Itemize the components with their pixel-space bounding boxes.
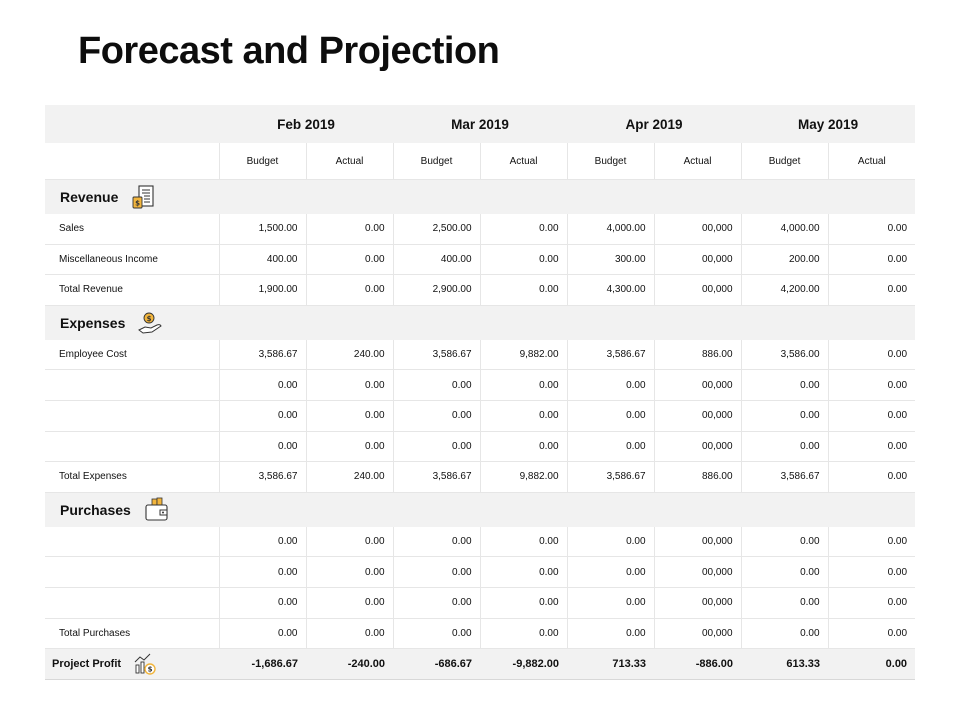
- section-header-revenue: [45, 180, 915, 215]
- actual-cell: 00,000: [654, 618, 741, 649]
- profit-budget-cell: -686.67: [393, 649, 480, 680]
- row-label: [45, 400, 219, 431]
- budget-cell: 400.00: [219, 244, 306, 275]
- actual-cell: 0.00: [828, 431, 915, 462]
- actual-cell: 0.00: [480, 618, 567, 649]
- empty-corner-cell: [45, 143, 219, 180]
- section-header-cell: [45, 492, 915, 527]
- table-row: [45, 557, 915, 588]
- budget-cell: 0.00: [741, 527, 828, 557]
- actual-cell: 00,000: [654, 214, 741, 244]
- actual-cell: 0.00: [828, 370, 915, 401]
- actual-cell: 886.00: [654, 462, 741, 493]
- budget-cell: 0.00: [393, 618, 480, 649]
- actual-cell: 240.00: [306, 340, 393, 370]
- actual-cell: 0.00: [480, 370, 567, 401]
- actual-cell: 0.00: [306, 400, 393, 431]
- section-label-group: [53, 310, 163, 336]
- month-header-row: [45, 105, 915, 143]
- wallet-icon: [143, 497, 169, 523]
- table-row: [45, 275, 915, 306]
- budget-cell: 0.00: [567, 400, 654, 431]
- actual-cell: 0.00: [480, 400, 567, 431]
- budget-cell: 0.00: [741, 431, 828, 462]
- actual-header: Actual: [828, 143, 915, 180]
- actual-cell: 0.00: [828, 618, 915, 649]
- budget-cell: 0.00: [741, 400, 828, 431]
- profit-budget-cell: -1,686.67: [219, 649, 306, 680]
- section-header-expenses: [45, 305, 915, 340]
- section-label: Purchases: [60, 501, 131, 518]
- budget-cell: 0.00: [219, 400, 306, 431]
- actual-header: Actual: [654, 143, 741, 180]
- budget-cell: 0.00: [219, 557, 306, 588]
- budget-cell: 300.00: [567, 244, 654, 275]
- budget-cell: 1,500.00: [219, 214, 306, 244]
- actual-cell: 0.00: [306, 370, 393, 401]
- table-row: [45, 618, 915, 649]
- actual-cell: 00,000: [654, 400, 741, 431]
- profit-actual-cell: -886.00: [654, 649, 741, 680]
- actual-cell: 0.00: [480, 557, 567, 588]
- section-label-group: [53, 184, 156, 210]
- budget-cell: 0.00: [741, 618, 828, 649]
- budget-cell: 1,900.00: [219, 275, 306, 306]
- actual-cell: 0.00: [828, 244, 915, 275]
- row-label: [45, 431, 219, 462]
- actual-cell: 0.00: [828, 527, 915, 557]
- budget-cell: 0.00: [567, 618, 654, 649]
- profit-actual-cell: 0.00: [828, 649, 915, 680]
- budget-cell: 3,586.67: [567, 462, 654, 493]
- actual-cell: 0.00: [306, 527, 393, 557]
- row-label: Total Purchases: [45, 618, 219, 649]
- budget-cell: 0.00: [567, 587, 654, 618]
- budget-cell: 0.00: [567, 527, 654, 557]
- row-label: Miscellaneous Income: [45, 244, 219, 275]
- table-row: [45, 340, 915, 370]
- actual-cell: 0.00: [306, 275, 393, 306]
- budget-cell: 4,000.00: [567, 214, 654, 244]
- section-header-cell: [45, 180, 915, 215]
- actual-cell: 00,000: [654, 587, 741, 618]
- budget-cell: 2,900.00: [393, 275, 480, 306]
- budget-cell: 3,586.67: [567, 340, 654, 370]
- table-row: [45, 214, 915, 244]
- actual-cell: 0.00: [828, 340, 915, 370]
- forecast-table: [45, 105, 915, 680]
- budget-cell: 3,586.67: [393, 340, 480, 370]
- budget-cell: 0.00: [219, 618, 306, 649]
- actual-cell: 240.00: [306, 462, 393, 493]
- budget-cell: 3,586.00: [741, 340, 828, 370]
- actual-cell: 0.00: [480, 587, 567, 618]
- actual-cell: 0.00: [480, 214, 567, 244]
- actual-cell: 0.00: [306, 214, 393, 244]
- budget-cell: 2,500.00: [393, 214, 480, 244]
- actual-cell: 0.00: [306, 587, 393, 618]
- actual-cell: 886.00: [654, 340, 741, 370]
- row-label: [45, 527, 219, 557]
- budget-header: Budget: [219, 143, 306, 180]
- budget-cell: 3,586.67: [741, 462, 828, 493]
- section-header-purchases: [45, 492, 915, 527]
- budget-header: Budget: [393, 143, 480, 180]
- svg-text:$: $: [147, 665, 153, 674]
- month-header: Mar 2019: [393, 105, 567, 143]
- actual-header: Actual: [480, 143, 567, 180]
- row-label: Total Revenue: [45, 275, 219, 306]
- actual-cell: 0.00: [480, 275, 567, 306]
- profit-budget-cell: 613.33: [741, 649, 828, 680]
- actual-cell: 9,882.00: [480, 462, 567, 493]
- budget-header: Budget: [567, 143, 654, 180]
- svg-text:$: $: [135, 199, 141, 208]
- project-profit-row: [45, 649, 915, 680]
- chart-coin-icon: [133, 652, 157, 676]
- budget-header: Budget: [741, 143, 828, 180]
- actual-cell: 0.00: [306, 557, 393, 588]
- budget-cell: 3,586.67: [219, 340, 306, 370]
- section-label-group: [53, 497, 169, 523]
- table-row: [45, 370, 915, 401]
- profit-actual-cell: -240.00: [306, 649, 393, 680]
- budget-cell: 0.00: [741, 370, 828, 401]
- budget-cell: 0.00: [741, 557, 828, 588]
- actual-cell: 0.00: [480, 431, 567, 462]
- actual-cell: 0.00: [828, 462, 915, 493]
- hand-coin-icon: [137, 310, 163, 336]
- month-header: Feb 2019: [219, 105, 393, 143]
- actual-cell: 00,000: [654, 431, 741, 462]
- actual-cell: 0.00: [306, 244, 393, 275]
- section-label: Expenses: [60, 314, 126, 331]
- section-header-cell: [45, 305, 915, 340]
- budget-cell: 0.00: [393, 370, 480, 401]
- table-row: [45, 431, 915, 462]
- document-money-icon: [130, 184, 156, 210]
- table-row: [45, 527, 915, 557]
- budget-cell: 0.00: [219, 587, 306, 618]
- row-label: [45, 370, 219, 401]
- row-label: Employee Cost: [45, 340, 219, 370]
- budget-cell: 0.00: [219, 527, 306, 557]
- budget-cell: 0.00: [393, 527, 480, 557]
- actual-cell: 00,000: [654, 370, 741, 401]
- actual-cell: 0.00: [480, 244, 567, 275]
- table-row: [45, 400, 915, 431]
- profit-label-group: [52, 652, 157, 676]
- actual-header: Actual: [306, 143, 393, 180]
- project-profit-label: Project Profit: [52, 658, 122, 671]
- actual-cell: 9,882.00: [480, 340, 567, 370]
- actual-cell: 00,000: [654, 527, 741, 557]
- budget-cell: 200.00: [741, 244, 828, 275]
- budget-cell: 4,000.00: [741, 214, 828, 244]
- budget-cell: 0.00: [567, 370, 654, 401]
- actual-cell: 0.00: [306, 618, 393, 649]
- row-label: Total Expenses: [45, 462, 219, 493]
- table-row: [45, 462, 915, 493]
- empty-corner-cell: [45, 105, 219, 143]
- project-profit-label-cell: [45, 649, 219, 680]
- actual-cell: 00,000: [654, 557, 741, 588]
- budget-cell: 4,200.00: [741, 275, 828, 306]
- budget-cell: 0.00: [567, 431, 654, 462]
- budget-cell: 0.00: [393, 400, 480, 431]
- page-title: Forecast and Projection: [78, 30, 500, 72]
- month-header: Apr 2019: [567, 105, 741, 143]
- actual-cell: 0.00: [828, 400, 915, 431]
- actual-cell: 00,000: [654, 275, 741, 306]
- budget-cell: 0.00: [393, 431, 480, 462]
- budget-cell: 0.00: [567, 557, 654, 588]
- row-label: Sales: [45, 214, 219, 244]
- budget-cell: 0.00: [393, 557, 480, 588]
- budget-cell: 0.00: [219, 370, 306, 401]
- actual-cell: 0.00: [306, 431, 393, 462]
- actual-cell: 0.00: [828, 275, 915, 306]
- table-row: [45, 587, 915, 618]
- actual-cell: 0.00: [828, 557, 915, 588]
- profit-actual-cell: -9,882.00: [480, 649, 567, 680]
- profit-budget-cell: 713.33: [567, 649, 654, 680]
- sub-header-row: [45, 143, 915, 180]
- budget-cell: 0.00: [219, 431, 306, 462]
- actual-cell: 0.00: [480, 527, 567, 557]
- actual-cell: 0.00: [828, 587, 915, 618]
- budget-cell: 400.00: [393, 244, 480, 275]
- section-label: Revenue: [60, 189, 119, 205]
- actual-cell: 0.00: [828, 214, 915, 244]
- month-header: May 2019: [741, 105, 915, 143]
- row-label: [45, 587, 219, 618]
- budget-cell: 0.00: [741, 587, 828, 618]
- budget-cell: 4,300.00: [567, 275, 654, 306]
- budget-cell: 0.00: [393, 587, 480, 618]
- row-label: [45, 557, 219, 588]
- actual-cell: 00,000: [654, 244, 741, 275]
- budget-cell: 3,586.67: [219, 462, 306, 493]
- svg-text:$: $: [146, 314, 152, 323]
- table-row: [45, 244, 915, 275]
- budget-cell: 3,586.67: [393, 462, 480, 493]
